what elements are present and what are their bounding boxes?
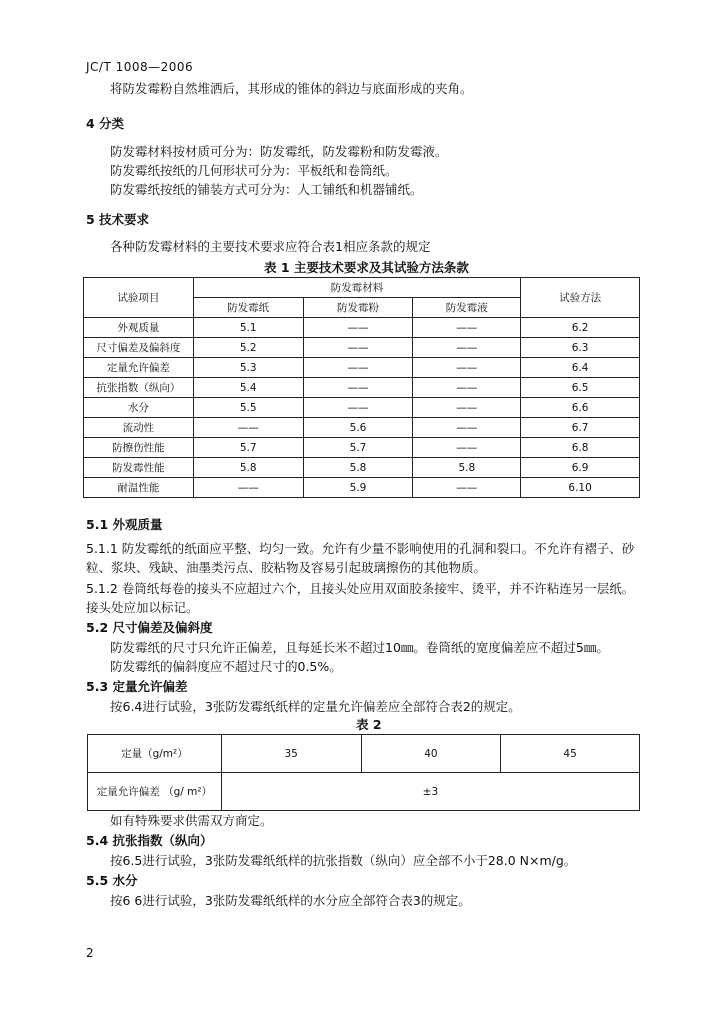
- table1-cell-powder: 5.9: [303, 478, 413, 498]
- table1-cell-method: 6.6: [521, 398, 640, 418]
- table1-header-item: 试验项目: [84, 278, 194, 318]
- paragraph-line: 粒、浆块、残缺、油墨类污点、胶粘物及容易引起玻璃擦伤的其他物质。: [86, 560, 487, 575]
- table1: [83, 277, 640, 498]
- table1-cell-paper: 5.2: [193, 338, 303, 358]
- table1-cell-method: 6.5: [521, 378, 640, 398]
- table1-cell-powder: 5.8: [303, 458, 413, 478]
- table2: [87, 734, 640, 811]
- section-heading: 5.5 水分: [86, 873, 138, 888]
- standard-header: JC/T 1008—2006: [86, 60, 194, 74]
- table1-cell-item: 外观质量: [84, 318, 194, 338]
- table2-value-40: 40: [361, 735, 501, 773]
- table-row: [84, 318, 640, 338]
- table-row: [84, 418, 640, 438]
- table1-cell-paper: 5.4: [193, 378, 303, 398]
- table1-cell-powder: ——: [303, 338, 413, 358]
- section-heading: 5.1 外观质量: [86, 517, 163, 532]
- table2-tolerance-value: ±3: [221, 773, 639, 811]
- table1-cell-liquid: ——: [413, 398, 521, 418]
- table1-header-liquid: 防发霉液: [413, 298, 521, 318]
- table1-caption: 表 1 主要技术要求及其试验方法条款: [264, 260, 469, 275]
- table1-cell-liquid: ——: [413, 378, 521, 398]
- paragraph-line: 防发霉材料按材质可分为：防发霉纸，防发霉粉和防发霉液。: [110, 144, 448, 159]
- paragraph-line: 按6.5进行试验，3张防发霉纸纸样的抗张指数（纵向）应全部不小于28.0 N×m/g。: [110, 853, 577, 868]
- table2-value-45: 45: [501, 735, 640, 773]
- table1-header-powder: 防发霉粉: [303, 298, 413, 318]
- section-heading: 5.2 尺寸偏差及偏斜度: [86, 620, 213, 635]
- table1-cell-item: 水分: [84, 398, 194, 418]
- table1-cell-liquid: ——: [413, 338, 521, 358]
- table1-cell-method: 6.4: [521, 358, 640, 378]
- page-number: 2: [86, 946, 94, 960]
- paragraph-line: 如有特殊要求供需双方商定。: [110, 813, 273, 828]
- table-row: [84, 378, 640, 398]
- table1-cell-method: 6.8: [521, 438, 640, 458]
- table1-cell-paper: 5.1: [193, 318, 303, 338]
- table-row: [84, 358, 640, 378]
- table2-value-35: 35: [221, 735, 361, 773]
- table-row: [84, 398, 640, 418]
- table1-cell-paper: ——: [193, 418, 303, 438]
- table2-grammage-label: 定量（g/m²）: [88, 735, 222, 773]
- paragraph-line: 防发霉纸按纸的铺装方式可分为：人工铺纸和机器铺纸。: [110, 182, 423, 197]
- table2-tolerance-label: 定量允许偏差 （g/ m²）: [88, 773, 222, 811]
- table1-cell-paper: 5.7: [193, 438, 303, 458]
- section-heading: 5 技术要求: [86, 212, 150, 227]
- table1-cell-liquid: 5.8: [413, 458, 521, 478]
- table1-cell-liquid: ——: [413, 358, 521, 378]
- table1-cell-item: 流动性: [84, 418, 194, 438]
- table1-header-method: 试验方法: [521, 278, 640, 318]
- section-heading: 5.3 定量允许偏差: [86, 679, 188, 694]
- table-row: [84, 438, 640, 458]
- table1-cell-powder: 5.7: [303, 438, 413, 458]
- paragraph-line: 将防发霉粉自然堆洒后，其形成的锥体的斜边与底面形成的夹角。: [110, 81, 473, 96]
- table1-cell-powder: 5.6: [303, 418, 413, 438]
- table1-cell-item: 定量允许偏差: [84, 358, 194, 378]
- paragraph-line: 防发霉纸的尺寸只允许正偏差，且每延长米不超过10㎜。卷筒纸的宽度偏差应不超过5㎜。: [110, 640, 609, 655]
- table1-cell-paper: ——: [193, 478, 303, 498]
- table-row: [84, 338, 640, 358]
- table1-cell-item: 耐温性能: [84, 478, 194, 498]
- table1-cell-item: 防发霉性能: [84, 458, 194, 478]
- table1-header-paper: 防发霉纸: [193, 298, 303, 318]
- table2-caption: 表 2: [356, 717, 382, 732]
- paragraph-line: 5.1.1 防发霉纸的纸面应平整、均匀一致。允许有少量不影响使用的孔洞和裂口。不允许有褶子、砂: [86, 541, 635, 556]
- table1-cell-method: 6.10: [521, 478, 640, 498]
- section-heading: 5.4 抗张指数（纵向）: [86, 833, 213, 848]
- paragraph-line: 按6 6进行试验，3张防发霉纸纸样的水分应全部符合表3的规定。: [110, 893, 471, 908]
- paragraph-line: 防发霉纸按纸的几何形状可分为：平板纸和卷筒纸。: [110, 163, 398, 178]
- table1-cell-liquid: ——: [413, 418, 521, 438]
- table1-cell-method: 6.9: [521, 458, 640, 478]
- table1-cell-powder: ——: [303, 318, 413, 338]
- table1-cell-method: 6.7: [521, 418, 640, 438]
- table1-cell-item: 防擦伤性能: [84, 438, 194, 458]
- table1-cell-paper: 5.8: [193, 458, 303, 478]
- paragraph-line: 各种防发霉材料的主要技术要求应符合表1相应条款的规定: [110, 239, 431, 254]
- paragraph-line: 5.1.2 卷筒纸每卷的接头不应超过六个，且接头处应用双面胶条接牢、烫平，并不许粘连另一层纸。: [86, 581, 635, 596]
- table1-cell-paper: 5.3: [193, 358, 303, 378]
- paragraph-line: 接头处应加以标记。: [86, 600, 199, 615]
- table1-cell-powder: ——: [303, 378, 413, 398]
- table1-cell-liquid: ——: [413, 438, 521, 458]
- table1-cell-item: 抗张指数（纵向）: [84, 378, 194, 398]
- table1-cell-liquid: ——: [413, 478, 521, 498]
- table1-cell-paper: 5.5: [193, 398, 303, 418]
- table-row: [84, 458, 640, 478]
- section-heading: 4 分类: [86, 116, 125, 131]
- table1-cell-liquid: ——: [413, 318, 521, 338]
- paragraph-line: 按6.4进行试验，3张防发霉纸纸样的定量允许偏差应全部符合表2的规定。: [110, 699, 521, 714]
- table1-cell-item: 尺寸偏差及偏斜度: [84, 338, 194, 358]
- table1-cell-method: 6.3: [521, 338, 640, 358]
- table-row: [84, 478, 640, 498]
- table1-cell-powder: ——: [303, 358, 413, 378]
- table1-cell-method: 6.2: [521, 318, 640, 338]
- paragraph-line: 防发霉纸的偏斜度应不超过尺寸的0.5%。: [110, 659, 342, 674]
- table1-cell-powder: ——: [303, 398, 413, 418]
- table1-header-material: 防发霉材料: [193, 278, 520, 298]
